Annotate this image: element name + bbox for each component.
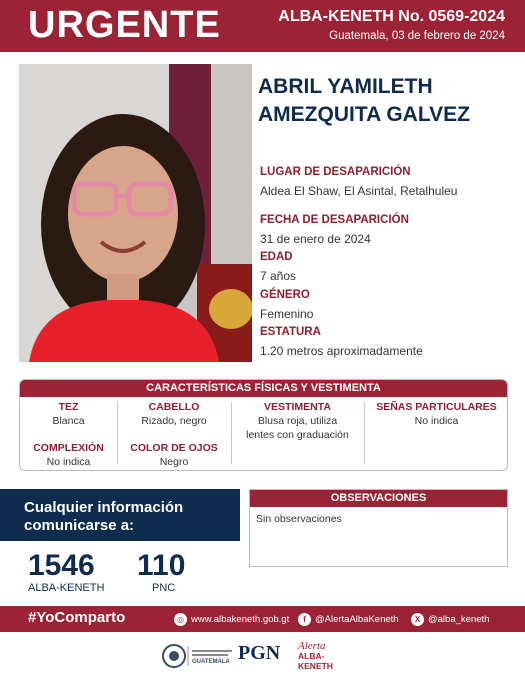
gender-value: Femenino [260, 307, 314, 321]
observations-panel [249, 489, 508, 567]
complexion [20, 442, 117, 469]
observations-title: OBSERVACIONES [250, 490, 507, 507]
eye-color [117, 442, 231, 469]
facebook-text: @AlertaAlbaKeneth [315, 614, 399, 625]
complexion-label: COMPLEXIÓN [33, 442, 104, 454]
disappearance-place-value: Aldea El Shaw, El Asintal, Retalhuleu [260, 184, 458, 198]
hair-value: Rizado, negro [141, 415, 207, 427]
complexion-value: No indica [46, 456, 91, 468]
characteristics-title: CARACTERÍSTICAS FÍSICAS Y VESTIMENTA [20, 380, 507, 397]
disappearance-date-label: FECHA DE DESAPARICIÓN [260, 214, 409, 226]
urgent-title: URGENTE [28, 4, 221, 46]
phone-pnc-label: PNC [152, 582, 176, 594]
hair-label: CABELLO [148, 401, 200, 413]
footer-bar [0, 606, 525, 632]
phone-pnc[interactable]: 110 [137, 549, 186, 582]
alerta-alba-keneth-logo [298, 640, 358, 672]
hashtag: #YoComparto [28, 609, 126, 626]
government-logo-text: GUATEMALA [192, 659, 230, 665]
name-line-1: ABRIL YAMILETH [258, 75, 433, 98]
clothing [231, 401, 364, 442]
missing-person-photo [19, 64, 252, 362]
disappearance-place-label: LUGAR DE DESAPARICIÓN [260, 166, 411, 178]
gender-label: GÉNERO [260, 289, 310, 301]
skin-tone-value: Blanca [52, 415, 85, 427]
facebook-link[interactable] [298, 613, 399, 626]
website-text: www.albakeneth.gob.gt [191, 614, 290, 625]
website-link[interactable] [174, 613, 289, 626]
eye-color-label: COLOR DE OJOS [130, 442, 218, 454]
government-logo [162, 642, 236, 670]
facebook-icon: f [298, 613, 311, 626]
clothing-value-line-2: lentes con graduación [246, 429, 349, 441]
distinguishing-marks [364, 401, 508, 428]
person-name [258, 73, 518, 129]
alert-number: ALBA-KENETH No. 0569-2024 [278, 8, 505, 25]
logo-row [0, 638, 525, 674]
alert-date: Guatemala, 03 de febrero de 2024 [329, 30, 505, 42]
pgn-logo [238, 642, 286, 670]
characteristics-panel [19, 379, 508, 471]
contact-line-2: comunicarse a: [24, 517, 135, 534]
eye-color-value: Negro [159, 456, 189, 468]
skin-tone [20, 401, 117, 428]
observations-text: Sin observaciones [256, 513, 342, 525]
age-value: 7 años [260, 269, 297, 283]
alba-logo-text: ALBA-KENETH [298, 651, 333, 671]
hair [117, 401, 231, 428]
pgn-logo-text: PGN [238, 642, 281, 664]
x-link[interactable] [411, 613, 489, 626]
globe-icon: ◎ [174, 613, 187, 626]
height-value: 1.20 metros aproximadamente [260, 344, 423, 358]
distinguishing-marks-value: No indica [414, 415, 459, 427]
header-banner [0, 0, 525, 52]
height-label: ESTATURA [260, 326, 321, 338]
name-line-2: AMEZQUITA GALVEZ [258, 103, 470, 126]
clothing-label: VESTIMENTA [264, 401, 331, 413]
distinguishing-marks-label: SEÑAS PARTICULARES [376, 401, 497, 413]
age-label: EDAD [260, 251, 293, 263]
phone-alba-keneth-label: ALBA-KENETH [28, 582, 105, 594]
skin-tone-label: TEZ [58, 401, 79, 413]
x-icon: X [411, 613, 424, 626]
contact-banner [0, 489, 240, 541]
contact-line-1: Cualquier información [24, 499, 184, 516]
x-text: @alba_keneth [428, 614, 490, 625]
alerta-logo-text: Alerta [298, 640, 326, 652]
clothing-value-line-1: Blusa roja, utiliza [257, 415, 338, 427]
disappearance-date-value: 31 de enero de 2024 [260, 232, 371, 246]
phone-alba-keneth[interactable]: 1546 [28, 549, 95, 582]
